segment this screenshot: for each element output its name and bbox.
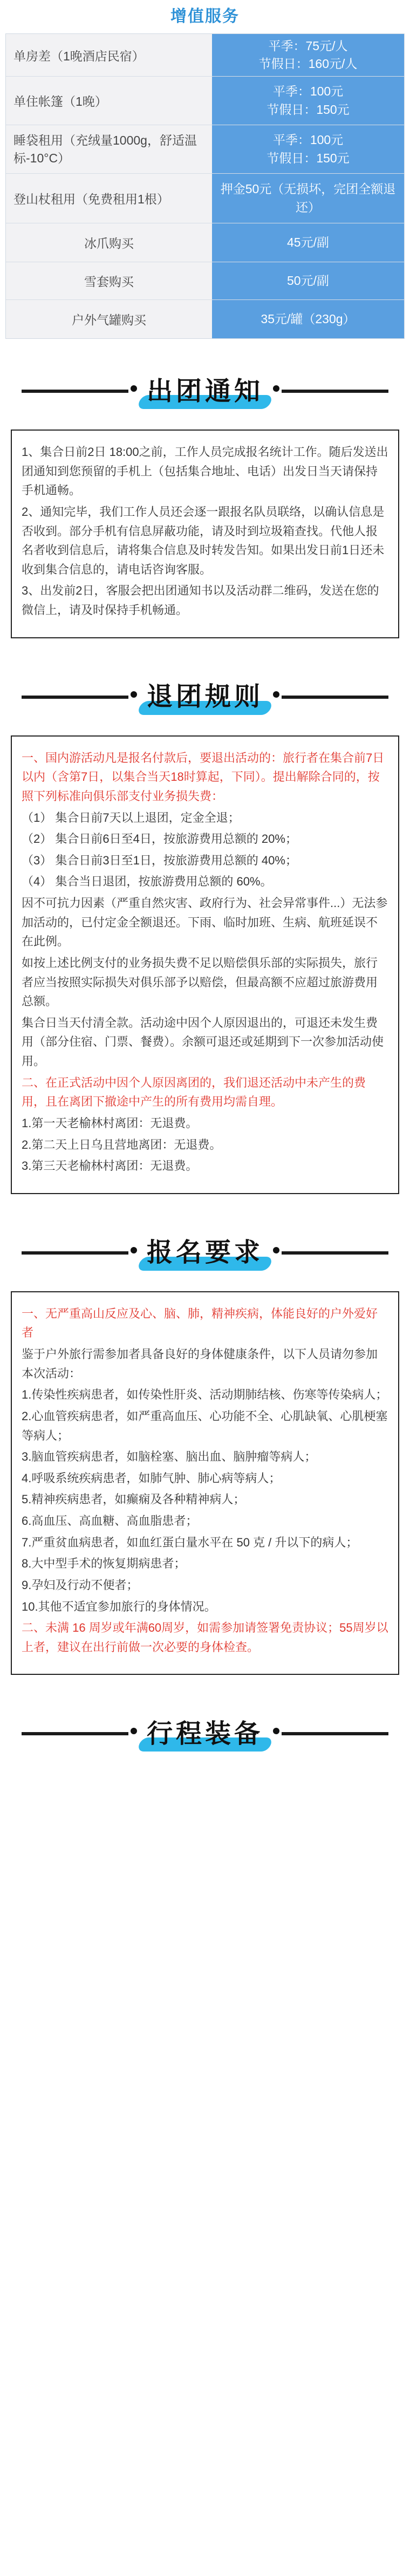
refund-day: 1.第一天老榆林村离团：无退费。 xyxy=(22,1116,198,1130)
service-item: 单住帐篷（1晚） xyxy=(6,77,212,125)
price-line: 押金50元（无损坏，完团全额退还） xyxy=(220,182,396,214)
signup-item: 2.心血管疾病患者，如严重高血压、心功能不全、心肌缺氧、心肌梗塞等病人； xyxy=(22,1409,388,1442)
service-price xyxy=(212,262,404,299)
refund-item: （2） 集合日前6日至4日，按旅游费用总额的 20%； xyxy=(22,832,297,846)
refund-item: （3） 集合日前3日至1日，按旅游费用总额的 40%； xyxy=(22,853,297,867)
notice-banner xyxy=(0,354,410,419)
banner-label xyxy=(128,667,282,721)
signup-title: 报名要求 xyxy=(146,1238,264,1267)
price-line: 平季：100元 xyxy=(272,84,344,99)
signup-item: 9.孕妇及行动不便者； xyxy=(22,1578,139,1592)
services-table xyxy=(5,33,405,339)
banner-dot xyxy=(131,1728,137,1734)
refund-day: 2.第二天上日乌且营地离团：无退费。 xyxy=(22,1137,222,1151)
notice-paragraph: 3、出发前2日，客服会把出团通知书以及活动群二维码，发送在您的微信上，请及时保持手机畅通。 xyxy=(22,584,379,617)
services-row xyxy=(6,125,404,173)
service-price xyxy=(212,223,404,262)
notice-paragraph: 2、通知完毕，我们工作人员还会逐一跟报名队员联络，以确认信息是否收到。部分手机有信息屏蔽功能，请及时到垃圾箱查找。代他人报名者收到信息后，请将集合信息及时转发告知。如果出发日前1日还未收到集合信息的，请电话咨询客服。 xyxy=(22,505,385,576)
banner-dot xyxy=(131,1247,137,1253)
price-line: 45元/副 xyxy=(287,235,329,249)
service-price xyxy=(212,125,404,173)
banner-label xyxy=(128,362,282,415)
services-title: 增值服务 xyxy=(170,8,240,25)
notice-title: 出团通知 xyxy=(146,377,264,406)
banner-dot xyxy=(131,691,137,698)
price-line: 节假日：150元 xyxy=(266,102,350,117)
refund-paragraph: 如按上述比例支付的业务损失费不足以赔偿俱乐部的实际损失，旅行者应当按照实际损失对俱乐部予以赔偿，但最高额不应超过旅游费用总额。 xyxy=(22,956,378,1008)
price-line: 节假日：150元 xyxy=(266,151,350,165)
signup-item: 7.严重贫血病患者，如血红蛋白量水平在 50 克 / 升以下的病人； xyxy=(22,1535,358,1549)
price-line: 节假日：160元/人 xyxy=(258,57,358,71)
banner-label xyxy=(128,1223,282,1277)
signup-item: 6.高血压、高血糖、高血脂患者； xyxy=(22,1514,198,1528)
banner-dot xyxy=(273,1247,279,1253)
price-line: 平季：75元/人 xyxy=(268,38,348,53)
service-item: 冰爪购买 xyxy=(6,223,212,262)
signup-item: 4.呼吸系统疾病患者，如肺气肿、肺心病等病人； xyxy=(22,1471,281,1485)
gear-banner xyxy=(0,1696,410,1761)
banner-dot xyxy=(273,1728,279,1734)
refund-title: 退团规则 xyxy=(146,683,264,712)
signup-item: 8.大中型手术的恢复期病患者； xyxy=(22,1557,186,1571)
refund-section-two: 二、在正式活动中因个人原因离团的，我们退还活动中未产生的费用，且在离团下撤途中产生的所有费用均需自理。 xyxy=(22,1075,366,1109)
services-row xyxy=(6,34,404,76)
signup-banner xyxy=(0,1216,410,1280)
refund-intro: 一、国内游活动凡是报名付款后，要退出活动的：旅行者在集合前7日以内（含第7日，以集合当天18时算起，下同）。提出解除合同的，按照下列标准向俱乐部支付业务损失费： xyxy=(22,751,385,803)
signup-item: 5.精神疾病患者，如癫痫及各种精神病人； xyxy=(22,1493,245,1507)
refund-box xyxy=(11,735,399,1194)
signup-intro-red: 一、无严重高山反应及心、脑、肺，精神疾病，体能良好的户外爱好者 xyxy=(22,1306,378,1340)
service-price xyxy=(212,300,404,338)
services-row xyxy=(6,299,404,338)
notice-box xyxy=(11,430,399,638)
refund-day: 3.第三天老榆林村离团：无退费。 xyxy=(22,1159,198,1173)
price-line: 50元/副 xyxy=(287,273,329,288)
refund-paragraph: 因不可抗力因素（严重自然灾害、政府行为、社会异常事件...）无法参加活动的，已付定金全额退还。下雨、临时加班、生病、航班延误不在此例。 xyxy=(22,896,388,949)
services-row xyxy=(6,262,404,299)
price-line: 35元/罐（230g） xyxy=(261,311,356,326)
signup-item: 3.脑血管疾病患者，如脑栓塞、脑出血、脑肿瘤等病人； xyxy=(22,1450,317,1464)
refund-paragraph: 集合日当天付清全款。活动途中因个人原因退出的，可退还未发生费用（部分住宿、门票、餐费）。余额可退还或延期到下一次参加活动使用。 xyxy=(22,1016,384,1068)
service-price xyxy=(212,77,404,125)
signup-item: 10.其他不适宜参加旅行的身体情况。 xyxy=(22,1599,216,1613)
service-item: 睡袋租用（充绒量1000g，舒适温标-10°C） xyxy=(6,125,212,173)
service-item: 雪套购买 xyxy=(6,262,212,299)
services-row xyxy=(6,223,404,262)
signup-age-note: 二、未满 16 周岁或年满60周岁，如需参加请签署免责协议；55周岁以上者，建议在出行前做一次必要的身体检查。 xyxy=(22,1621,388,1654)
refund-item: （1） 集合日前7天以上退团，定金全退； xyxy=(22,810,240,824)
signup-item: 1.传染性疾病患者，如传染性肝炎、活动期肺结核、伤寒等传染病人； xyxy=(22,1388,388,1402)
refund-item: （4） 集合当日退团，按旅游费用总额的 60%。 xyxy=(22,875,272,889)
signup-box xyxy=(11,1291,399,1675)
gear-title: 行程装备 xyxy=(146,1719,264,1748)
notice-paragraph: 1、集合日前2日 18:00之前，工作人员完成报名统计工作。随后发送出团通知到您预留的手机上（包括集合地址、电话）出发日当天请保持手机通畅。 xyxy=(22,445,388,498)
price-line: 平季：100元 xyxy=(272,133,344,147)
banner-dot xyxy=(273,691,279,698)
services-row xyxy=(6,173,404,223)
banner-dot xyxy=(131,385,137,392)
service-price xyxy=(212,174,404,223)
services-row xyxy=(6,76,404,125)
service-price xyxy=(212,34,404,76)
banner-dot xyxy=(273,385,279,392)
signup-intro: 鉴于户外旅行需参加者具备良好的身体健康条件，以下人员请勿参加本次活动： xyxy=(22,1347,378,1380)
service-item: 登山杖租用（免费租用1根） xyxy=(6,174,212,223)
refund-banner xyxy=(0,660,410,725)
banner-label xyxy=(128,1704,282,1758)
service-item: 户外气罐购买 xyxy=(6,300,212,338)
service-item: 单房差（1晚酒店民宿） xyxy=(6,34,212,76)
